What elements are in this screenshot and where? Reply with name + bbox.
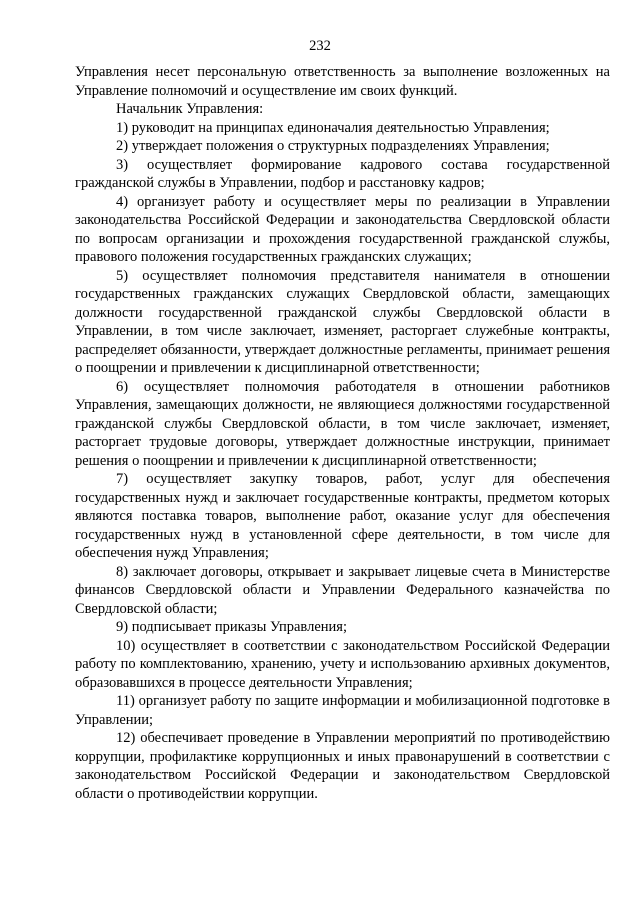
paragraph: 6) осуществляет полномочия работодателя в отношении работников Управления, замещающих должности, не являющиеся должностями государственной гражданской службы Свердловской области, в том числе заключает, изменяет, расторгает трудовые договоры, утверждает должностные инструкции, принимает решения о поощрении и привлечении к дисциплинарной ответственности;: [75, 378, 610, 469]
paragraph: 11) организует работу по защите информации и мобилизационной подготовке в Управлении;: [75, 693, 610, 728]
paragraph: 10) осуществляет в соответствии с законодательством Российской Федерации работу по комплектованию, хранению, учету и использованию архивных документов, образовавшихся в процессе деятельности Управления;: [75, 637, 610, 691]
page-number: 232: [309, 38, 331, 54]
paragraph: 12) обеспечивает проведение в Управлении мероприятий по противодействию коррупции, профилактике коррупционных и иных правонарушений в соответствии с законодательством Российской Федерации и законодательством Свердловской области о противодействии коррупции.: [75, 730, 610, 802]
paragraph: 1) руководит на принципах единоначалия деятельностью Управления;: [116, 119, 550, 136]
paragraph: 9) подписывает приказы Управления;: [116, 619, 347, 635]
paragraph: 7) осуществляет закупку товаров, работ, услуг для обеспечения государственных нужд и заключает государственные контракты, предметом которых являются поставка товаров, выполнение работ, оказание услуг для обеспечения государственных нужд в установленной сфере деятельности, в том числе для обеспечения нужд Управления;: [75, 471, 610, 561]
paragraph: Начальник Управления:: [116, 101, 264, 117]
paragraph: 2) утверждает положения о структурных подразделениях Управления;: [116, 138, 550, 154]
paragraph: Управления несет персональную ответственность за выполнение возложенных на Управление полномочий и осуществление им своих функций.: [75, 64, 610, 99]
paragraph: 5) осуществляет полномочия представителя нанимателя в отношении государственных гражданских служащих Свердловской области, замещающих должности государственной гражданской службы Свердловской области в Управлении, в том числе заключает, изменяет, расторгает служебные контракты, распределяет обязанности, утверждает должностные регламенты, принимает решения о поощрении и привлечении к дисциплинарной ответственности;: [75, 267, 610, 376]
document-body: [75, 63, 610, 803]
paragraph: 8) заключает договоры, открывает и закрывает лицевые счета в Министерстве финансов Свердловской области и Управлении Федерального казначейства по Свердловской области;: [75, 563, 610, 617]
paragraph: 4) организует работу и осуществляет меры по реализации в Управлении законодательства Российской Федерации и законодательства Свердловской области по вопросам организации и прохождения государственной гражданской службы, правового положения государственных гражданских служащих;: [75, 193, 610, 265]
paragraph: 3) осуществляет формирование кадрового состава государственной гражданской службы в Управлении, подбор и расстановку кадров;: [75, 156, 610, 191]
